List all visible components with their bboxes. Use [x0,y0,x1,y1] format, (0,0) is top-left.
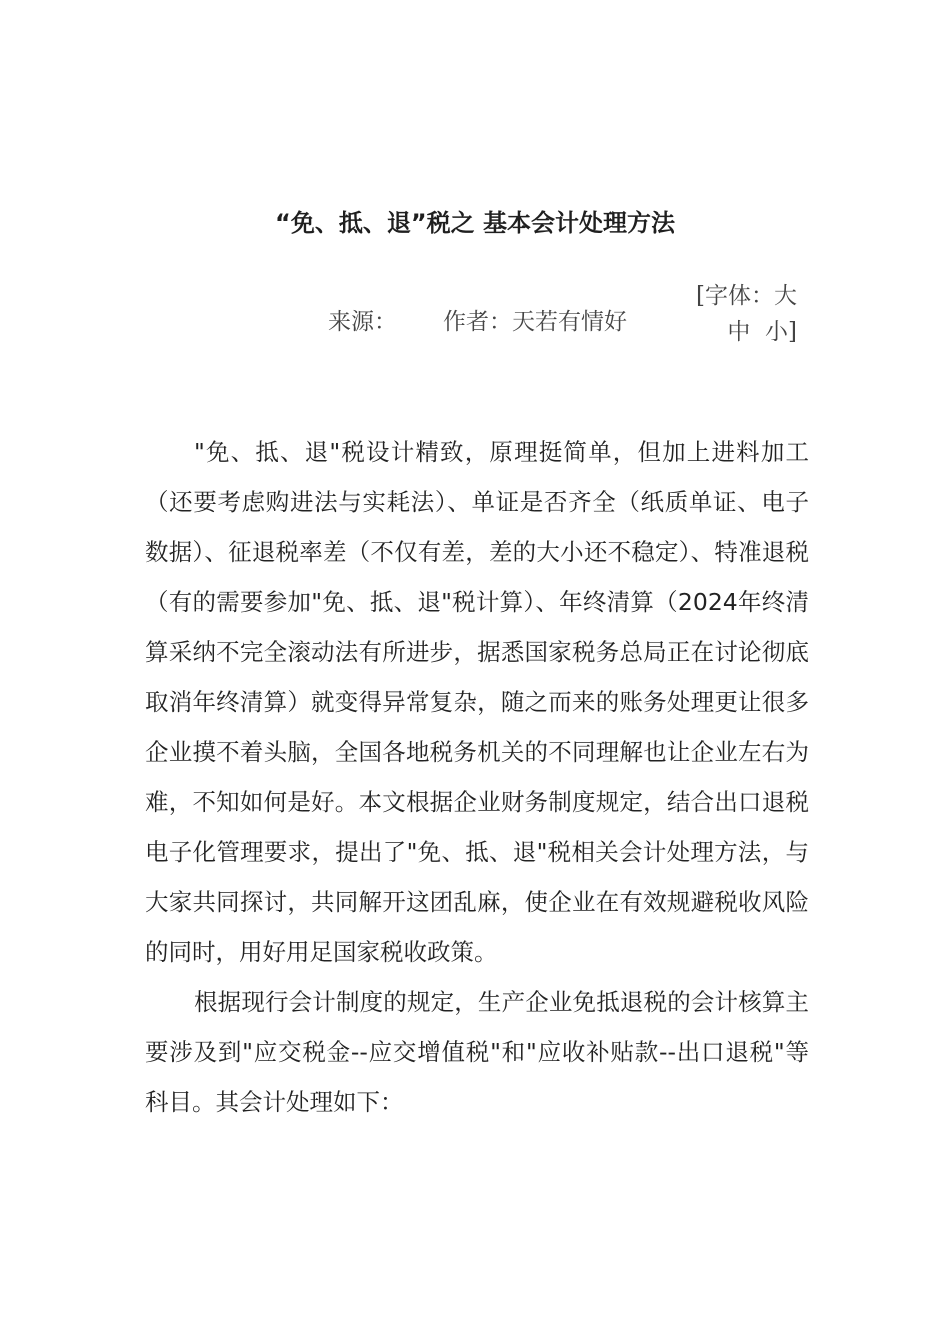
font-size-large-option[interactable]: [字体：大 [696,283,797,309]
font-size-selector [685,278,797,350]
font-size-small-option[interactable]: 小] [765,319,797,345]
font-size-medium-option[interactable]: 中 [727,319,751,345]
article-body [145,427,809,1127]
paragraph-intro: "免、抵、退"税设计精致，原理挺简单，但加上进料加工（还要考虑购进法与实耗法）、单证是否齐全（纸质单证、电子数据）、征退税率差（不仅有差，差的大小还不稳定）、特准退税（有的需要参加"免、抵、退"税计算）、年终清算（2024年终清算采纳不完全滚动法有所进步，据悉国家税务总局正在讨论彻底取消年终清算）就变得异常复杂，随之而来的账务处理更让很多企业摸不着头脑，全国各地税务机关的不同理解也让企业左右为难，不知如何是好。本文根据企业财务制度规定，结合出口退税电子化管理要求，提出了"免、抵、退"税相关会计处理方法，与大家共同探讨，共同解开这团乱麻，使企业在有效规避税收风险的同时，用好用足国家税收政策。 [145,438,809,966]
article-title: “免、抵、退”税之 基本会计处理方法 [275,209,675,237]
source-label: 来源： [328,309,397,335]
author-label: 作者：天若有情好 [443,309,627,335]
paragraph-accounting: 根据现行会计制度的规定，生产企业免抵退税的会计核算主要涉及到"应交税金--应交增值税"和"应收补贴款--出口退税"等科目。其会计处理如下： [145,988,809,1116]
